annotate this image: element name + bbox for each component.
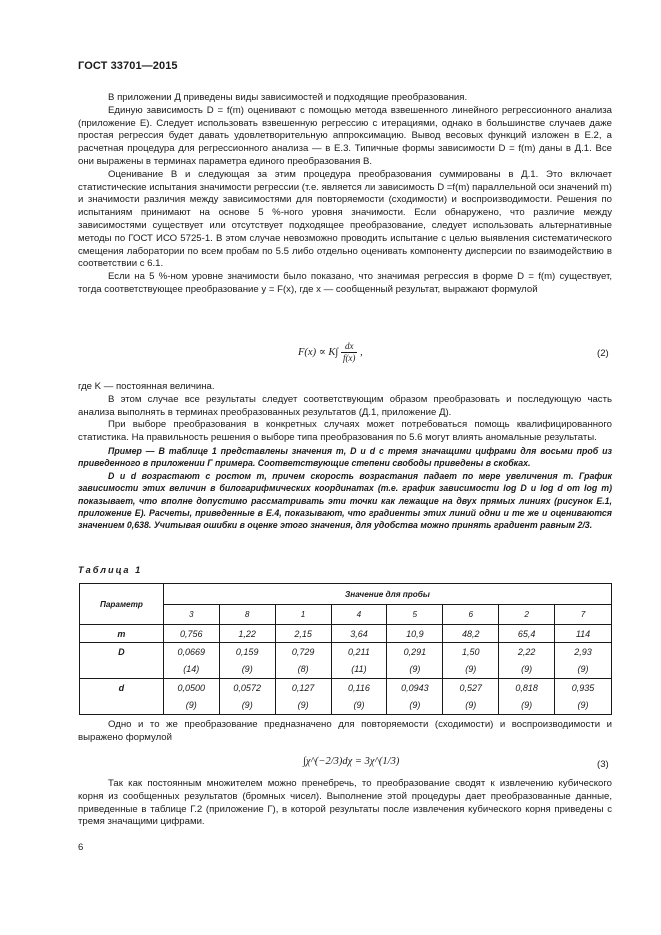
sample-header: 1	[275, 605, 331, 625]
table-cell-dof: (9)	[443, 697, 499, 715]
table-caption: Таблица 1	[78, 565, 143, 575]
table-param-header: Параметр	[80, 584, 164, 625]
table-cell: 0,527	[443, 679, 499, 697]
formula-2-fraction	[341, 341, 358, 364]
table-cell: 0,0572	[219, 679, 275, 697]
table-cell: 2,15	[275, 625, 331, 643]
table-cell-dof: (9)	[499, 697, 555, 715]
table-cell: 0,729	[275, 643, 331, 661]
paragraph-estimation-b: Оценивание B и следующая за этим процедура преобразования суммированы в Д.1. Это включает статистические испытания значимости регрессии (т.е. является ли зависимость D =f(m) параллельной оси значений m) и значимости различия между зависимостями для повторяемости (сходимости) и воспроизводимости. Решения по испытаниям принимают на основе 5 %-ного уровня значимости. Если обнаружено, что различие между зависимостями существует или отсутствует подходящее преобразование, следует использовать альтернативные методы по ГОСТ ИСО 5725-1. В этом случае невозможно проводить испытание с целью выявления систематического смещения лаборатории по всем пробам по 5.5 либо отдельно оценивать компоненту дисперсии по взаимодействию в соответствии с 6.1.	[78, 168, 612, 270]
paragraph-appendix-d: В приложении Д приведены виды зависимостей и подходящие преобразования.	[108, 92, 468, 103]
table-cell: 1,22	[219, 625, 275, 643]
table-cell: 0,0669	[163, 643, 219, 661]
body-block-3	[78, 719, 612, 745]
table-cell: 0,0500	[163, 679, 219, 697]
table-cell-dof: (9)	[555, 697, 612, 715]
table-cell: 0,291	[387, 643, 443, 661]
table-cell: 0,127	[275, 679, 331, 697]
table-cell-dof: (9)	[275, 697, 331, 715]
paragraph-cube-root: Так как постоянным множителем можно пренебречь, то преобразование сводят к извлечению кубического корня из сообщенных результатов (бромных чисел). Выполнение этой процедуры дает преобразованные данные, приведенные в таблице Г.2 (приложение Г), в которой результаты после извлечения кубического корня приведены с тремя значащими цифрами.	[78, 778, 612, 828]
table-cell: 0,756	[163, 625, 219, 643]
table-cell: 0,159	[219, 643, 275, 661]
formula-2-number: (2)	[597, 348, 609, 359]
table-cell: 114	[555, 625, 612, 643]
paragraph-same-transform: Одно и то же преобразование предназначено для повторяемости (сходимости) и воспроизводимости и выражено формулой	[78, 719, 612, 743]
sample-header: 8	[219, 605, 275, 625]
table-cell-dof: (11)	[331, 661, 387, 679]
table-cell: 10,9	[387, 625, 443, 643]
table-cell: 65,4	[499, 625, 555, 643]
table-cell: 1,50	[443, 643, 499, 661]
formula-2-numerator: dx	[341, 341, 358, 353]
formula-3-number: (3)	[597, 759, 609, 770]
formula-3: ∫χ^(−2/3)dχ = 3χ^(1/3)	[303, 756, 400, 767]
paragraph-transform-results: В этом случае все результаты следует соответствующим образом преобразовать и последующую часть анализа выполнять в терминах преобразованных результатов (Д.1, приложение Д).	[78, 393, 612, 418]
table-cell-dof: (9)	[331, 697, 387, 715]
table-row-m	[80, 625, 612, 643]
table-cell: 0,116	[331, 679, 387, 697]
formula-2-left: F(x) ∝ K∫	[298, 346, 339, 358]
table-cell: 2,22	[499, 643, 555, 661]
paragraph-single-dependency: Единую зависимость D = f(m) оценивают с помощью метода взвешенного линейного регрессионного анализа (приложение Е). Следует использовать взвешенную регрессию с итерациями, однако в большинстве случаев даже простая регрессия будет давать удовлетворительную аппроксимацию. Вывод весовых функций изложен в Е.2, а расчетная процедура для регрессионного анализа — в Е.3. Типичные формы зависимости D = f(m) даны в Д.1. Все они выражены в терминах параметра единого преобразования B.	[78, 104, 612, 167]
sample-header: 4	[331, 605, 387, 625]
body-block-4	[78, 778, 612, 829]
table-row-d-upper	[80, 643, 612, 661]
row-param: m	[80, 625, 164, 643]
paragraph-k-constant: где K — постоянная величина.	[78, 381, 215, 392]
body-block-1	[78, 92, 612, 297]
table-cell: 3,64	[331, 625, 387, 643]
table-cell-dof: (9)	[219, 661, 275, 679]
table-cell: 0,935	[555, 679, 612, 697]
sample-header: 7	[555, 605, 612, 625]
table-group-header: Значение для пробы	[163, 584, 611, 605]
paragraph-regression-transform: Если на 5 %-ном уровне значимости было показано, что значимая регрессия в форме D = f(m) существует, тогда соответствующее преобразование y = F(x), где x — сообщенный результат, выражают формулой	[78, 271, 612, 295]
table-cell-dof: (9)	[555, 661, 612, 679]
formula-2	[298, 341, 363, 364]
row-param: D	[80, 643, 164, 679]
table-cell-dof: (9)	[163, 697, 219, 715]
body-block-2	[78, 381, 612, 532]
sample-header: 2	[499, 605, 555, 625]
example-paragraph-2: D и d возрастают с ростом m, причем скорость возрастания падает по мере увеличения m. График зависимости этих величин в билогарифмических координатах (т.е. график зависимости log D и log d от log m) показывает, что вполне допустимо рассматривать эти точки как лежащие на двух прямых линиях (рисунок Е.1, приложение Е). Расчеты, приведенные в Е.4, показывают, что градиенты этих линий одни и те же и оцениваются значением 0,638. Учитывая ошибки в оценке этого значения, для удобства можно принять градиент равным 2/3.	[78, 470, 612, 531]
table-cell: 0,211	[331, 643, 387, 661]
sample-header: 6	[443, 605, 499, 625]
table-cell: 48,2	[443, 625, 499, 643]
formula-2-tail: ,	[360, 346, 363, 358]
table-cell-dof: (9)	[499, 661, 555, 679]
table-cell: 0,818	[499, 679, 555, 697]
formula-2-denominator: f(x)	[342, 353, 356, 363]
table-cell-dof: (9)	[387, 697, 443, 715]
table-row-small-d-upper	[80, 679, 612, 697]
paragraph-statistician: При выборе преобразования в конкретных случаях может потребоваться помощь квалифицированного статистика. На правильность решения о выборе типа преобразования по 5.6 могут влиять аномальные результаты.	[78, 419, 612, 444]
table-cell-dof: (9)	[219, 697, 275, 715]
table-cell-dof: (14)	[163, 661, 219, 679]
page-number: 6	[78, 842, 84, 853]
table-cell-dof: (8)	[275, 661, 331, 679]
table-cell-dof: (9)	[443, 661, 499, 679]
table-cell: 2,93	[555, 643, 612, 661]
table-cell: 0,0943	[387, 679, 443, 697]
sample-header: 3	[163, 605, 219, 625]
table-cell-dof: (9)	[387, 661, 443, 679]
example-paragraph-1: Пример — В таблице 1 представлены значения m, D и d с тремя значащими цифрами для восьми проб из приведенного в приложении Г примера. Соответствующие степени свободы приведены в скобках.	[78, 445, 612, 469]
sample-header: 5	[387, 605, 443, 625]
row-param: d	[80, 679, 164, 715]
document-header: ГОСТ 33701—2015	[78, 60, 178, 72]
data-table	[79, 583, 612, 715]
